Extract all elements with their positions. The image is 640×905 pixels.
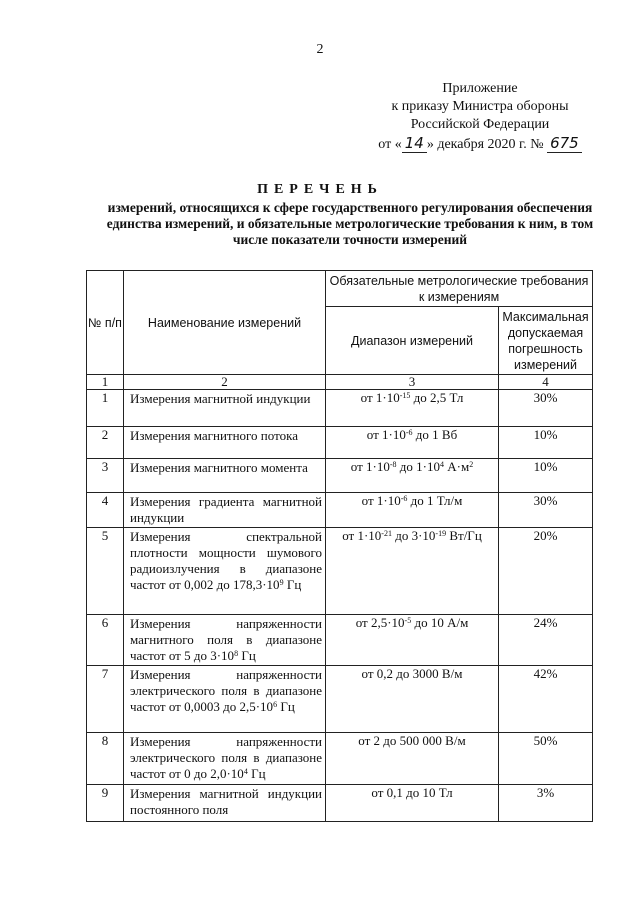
max-error: 30% [499,390,593,427]
measurement-name [124,528,326,615]
max-error: 30% [499,493,593,528]
row-number: 9 [87,785,124,822]
range-text: до 2,5 Тл [410,390,464,405]
measurement-range [326,785,499,822]
col-header-error: Максимальная допускаемая погрешность измерений [499,307,593,375]
measurement-name-exponent: 4 [243,767,248,776]
range-exponent: 2 [469,460,474,469]
col-header-requirements: Обязательные метрологические требования к измерениям [326,271,593,307]
table-row [87,615,593,666]
column-index: 2 [124,375,326,390]
row-number: 6 [87,615,124,666]
measurement-range [326,427,499,459]
max-error: 20% [499,528,593,615]
range-text: от 1·10 [361,493,401,508]
range-exponent: -19 [435,529,447,538]
table-row [87,733,593,785]
range-text: от 1·10 [360,390,400,405]
row-number: 4 [87,493,124,528]
appendix-country: Российской Федерации [410,117,550,132]
max-error: 10% [499,459,593,493]
measurement-name-text: Измерения напряженности электрического поля в диапазоне частот от 0 до 2,0·10 [130,734,322,781]
table-row [87,493,593,528]
document-heading: ПЕРЕЧЕНЬ [257,182,383,197]
table-row [87,666,593,733]
range-exponent: -6 [405,428,413,437]
range-exponent: -5 [404,616,412,625]
range-unit: Вт/Гц [446,528,482,543]
table-row [87,390,593,427]
column-index: 4 [499,375,593,390]
table-row [87,528,593,615]
measurement-name-unit: Гц [277,699,295,714]
range-text: до 1 Тл/м [407,493,463,508]
table-row [87,785,593,822]
row-number: 3 [87,459,124,493]
appendix-order-ref: к приказу Министра обороны [391,99,569,114]
range-text: до 1 Вб [412,427,458,442]
max-error: 42% [499,666,593,733]
column-index: 3 [326,375,499,390]
measurement-name [124,666,326,733]
measurement-name: Измерения магнитного момента [124,459,326,493]
max-error: 24% [499,615,593,666]
date-prefix: от « [378,137,402,152]
column-index-row [87,375,593,390]
appendix-date-line [360,134,600,154]
measurement-range [326,733,499,785]
measurement-name-unit: Гц [247,766,266,781]
range-exponent: -8 [389,460,397,469]
appendix-block [360,80,600,154]
measurement-name-exponent: 9 [279,578,284,587]
table-row [87,427,593,459]
table-row [87,459,593,493]
range-text: от 1·10 [342,528,382,543]
measurement-range [326,493,499,528]
row-number: 8 [87,733,124,785]
column-index: 1 [87,375,124,390]
measurements-table [86,270,593,822]
measurement-name [124,733,326,785]
measurement-range [326,459,499,493]
order-number: 675 [547,134,582,153]
max-error: 50% [499,733,593,785]
date-day: 14 [402,134,427,153]
measurement-name-unit: Гц [238,648,256,663]
range-text: от 1·10 [350,459,390,474]
row-number: 2 [87,427,124,459]
range-text: до 10 А/м [411,615,469,630]
range-exponent: -21 [381,529,392,538]
range-text: до 3·10 [391,528,436,543]
max-error: 3% [499,785,593,822]
measurement-range [326,390,499,427]
row-number: 1 [87,390,124,427]
range-text: от 0,2 до 3000 В/м [361,666,463,681]
max-error: 10% [499,427,593,459]
measurement-name: Измерения магнитного потока [124,427,326,459]
document-subtitle: измерений, относящихся к сфере государственного регулирования обеспечения единства измерений, и обязательные метрологические требования к ним, в том числе показатели точности измерений [106,200,594,247]
range-unit: А·м [444,459,470,474]
measurement-range [326,666,499,733]
measurement-name-text: Измерения напряженности магнитного поля в диапазоне частот от 5 до 3·10 [130,616,322,663]
measurement-name [124,615,326,666]
measurement-name: Измерения градиента магнитной индукции [124,493,326,528]
measurement-range [326,528,499,615]
measurement-name: Измерения магнитной индукции [124,390,326,427]
col-header-num: № п/п [87,271,124,375]
measurement-name-unit: Гц [283,577,302,592]
row-number: 7 [87,666,124,733]
measurement-name-text: Измерения спектральной плотности мощности шумового радиоизлучения в диапазоне частот от 0,002 до 178,3·10 [130,529,322,592]
measurement-name-exponent: 8 [234,649,239,658]
range-exponent: -15 [399,391,411,400]
measurement-name-exponent: 6 [273,700,278,709]
appendix-title: Приложение [442,81,518,96]
col-header-range: Диапазон измерений [326,307,499,375]
range-exponent: 4 [440,460,444,469]
range-text: от 2 до 500 000 В/м [358,733,466,748]
date-middle: » декабря 2020 г. № [426,137,544,152]
range-text: от 2,5·10 [355,615,405,630]
measurement-name-text: Измерения напряженности электрического поля в диапазоне частот от 0,0003 до 2,5·10 [130,667,322,714]
col-header-name: Наименование измерений [124,271,326,375]
measurement-range [326,615,499,666]
range-text: от 1·10 [366,427,406,442]
range-text: от 0,1 до 10 Тл [371,785,453,800]
range-exponent: -6 [400,494,408,503]
range-text: до 1·10 [396,459,440,474]
measurement-name: Измерения магнитной индукции постоянного поля [124,785,326,822]
page-number: 2 [316,42,324,57]
row-number: 5 [87,528,124,615]
